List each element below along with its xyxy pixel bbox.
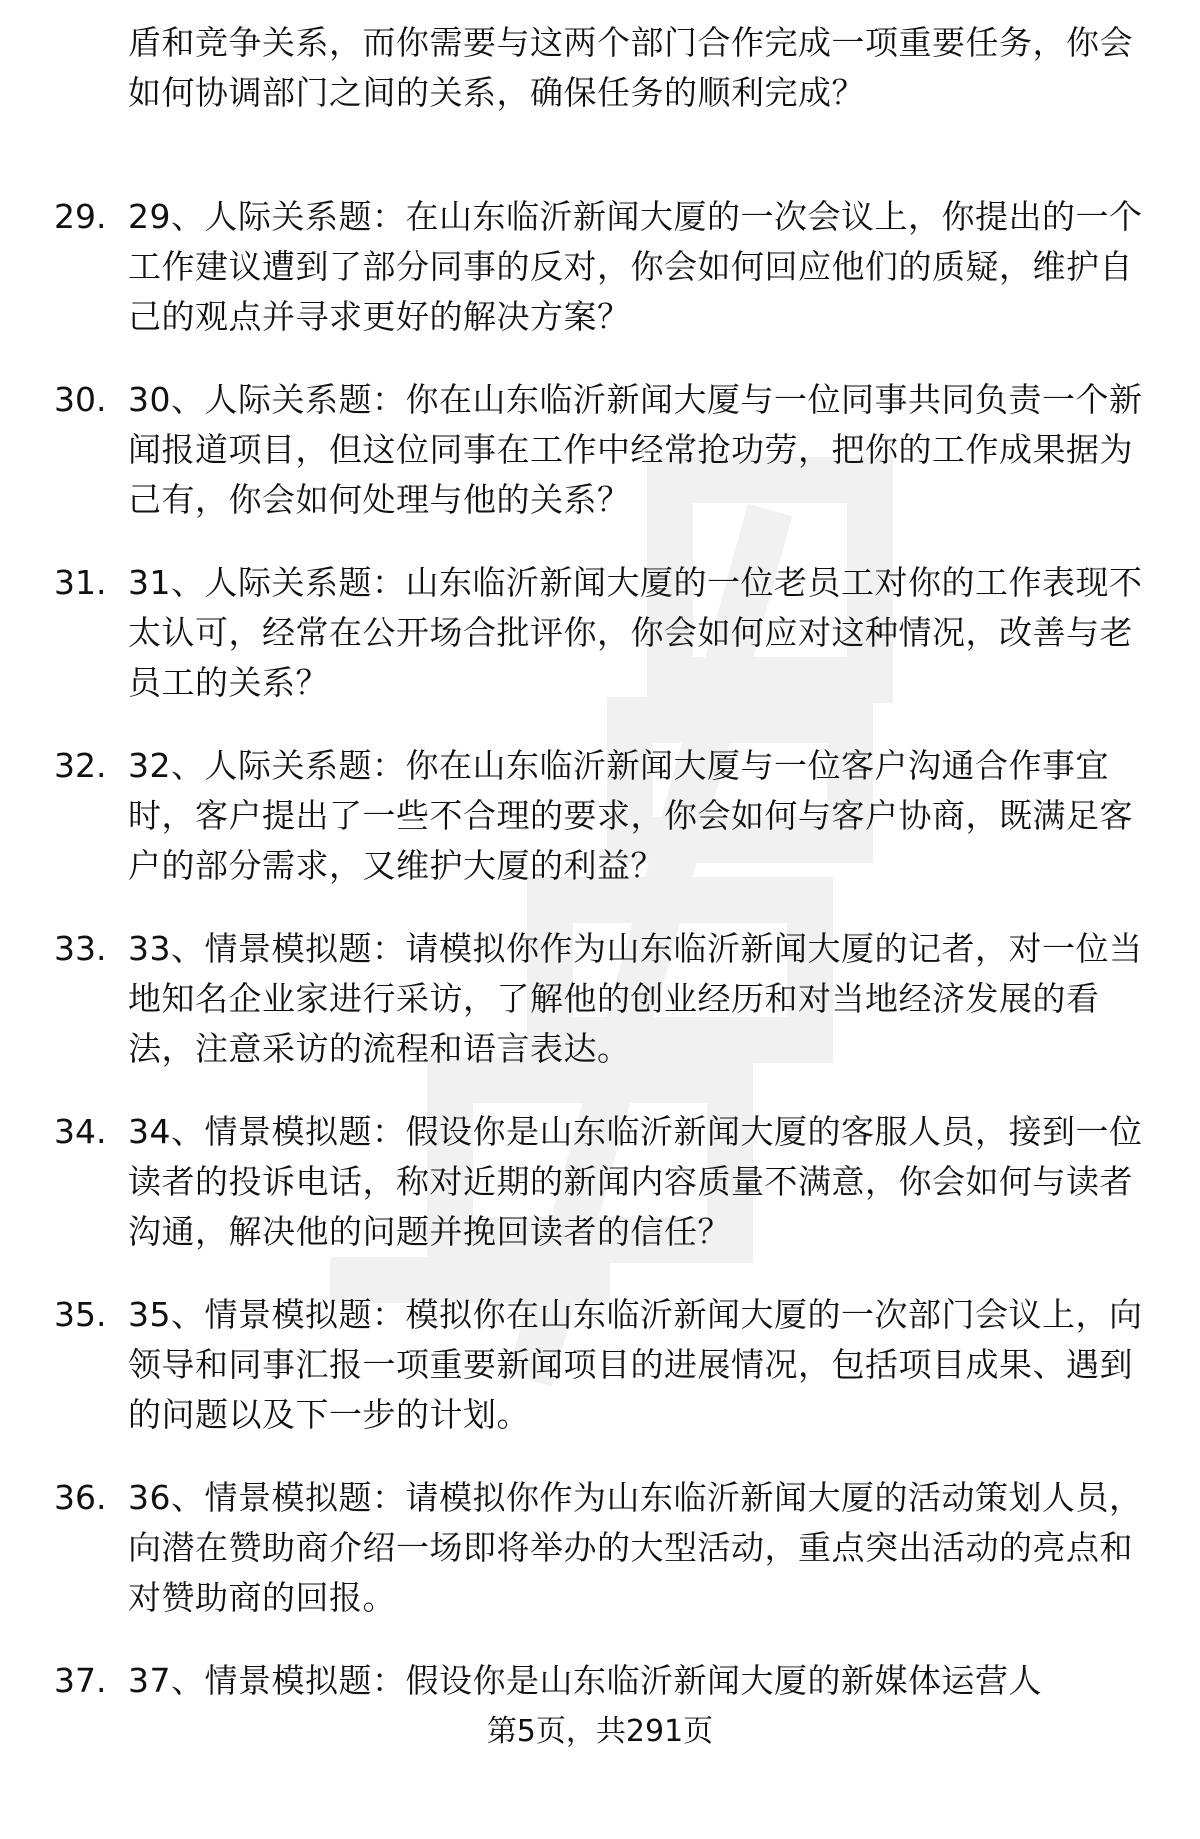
list-item [0, 924, 1200, 1107]
list-item [0, 558, 1200, 741]
question-number: 34. [54, 1112, 107, 1151]
question-text: 31、人际关系题：山东临沂新闻大厦的一位老员工对你的工作表现不太认可，经常在公开场合批评你，你会如何应对这种情况，改善与老员工的关系？ [128, 563, 1143, 702]
question-text: 33、情景模拟题：请模拟你作为山东临沂新闻大厦的记者，对一位当地知名企业家进行采访，了解他的创业经历和对当地经济发展的看法，注意采访的流程和语言表达。 [128, 929, 1143, 1068]
list-item [0, 375, 1200, 558]
question-text: 37、情景模拟题：假设你是山东临沂新闻大厦的新媒体运营人 [128, 1661, 1042, 1700]
question-list [0, 192, 1200, 1839]
page-footer: 第5页，共291页 [486, 1714, 714, 1749]
question-text: 32、人际关系题：你在山东临沂新闻大厦与一位客户沟通合作事宜时，客户提出了一些不合理的要求，你会如何与客户协商，既满足客户的部分需求，又维护大厦的利益？ [128, 746, 1133, 885]
question-text: 29、人际关系题：在山东临沂新闻大厦的一次会议上，你提出的一个工作建议遭到了部分同事的反对，你会如何回应他们的质疑，维护自己的观点并寻求更好的解决方案？ [128, 197, 1143, 336]
question-text: 34、情景模拟题：假设你是山东临沂新闻大厦的客服人员，接到一位读者的投诉电话，称对近期的新闻内容质量不满意，你会如何与读者沟通，解决他的问题并挽回读者的信任？ [128, 1112, 1143, 1251]
question-text: 35、情景模拟题：模拟你在山东临沂新闻大厦的一次部门会议上，向领导和同事汇报一项重要新闻项目的进展情况，包括项目成果、遇到的问题以及下一步的计划。 [128, 1295, 1143, 1434]
question-number: 32. [54, 746, 107, 785]
list-item [0, 741, 1200, 924]
question-number: 29. [54, 197, 107, 236]
question-number: 30. [54, 380, 107, 419]
list-item [0, 192, 1200, 375]
list-item [0, 1107, 1200, 1290]
question-text: 30、人际关系题：你在山东临沂新闻大厦与一位同事共同负责一个新闻报道项目，但这位同事在工作中经常抢功劳，把你的工作成果据为己有，你会如何处理与他的关系？ [128, 380, 1143, 519]
question-number: 31. [54, 563, 107, 602]
intro-paragraph: 盾和竞争关系，而你需要与这两个部门合作完成一项重要任务，你会如何协调部门之间的关系，确保任务的顺利完成？ [128, 23, 1133, 112]
question-number: 35. [54, 1295, 107, 1334]
list-item [0, 1473, 1200, 1656]
question-number: 37. [54, 1661, 107, 1700]
question-number: 33. [54, 929, 107, 968]
question-number: 36. [54, 1478, 107, 1517]
list-item [0, 1290, 1200, 1473]
question-text: 36、情景模拟题：请模拟你作为山东临沂新闻大厦的活动策划人员，向潜在赞助商介绍一场即将举办的大型活动，重点突出活动的亮点和对赞助商的回报。 [128, 1478, 1143, 1617]
